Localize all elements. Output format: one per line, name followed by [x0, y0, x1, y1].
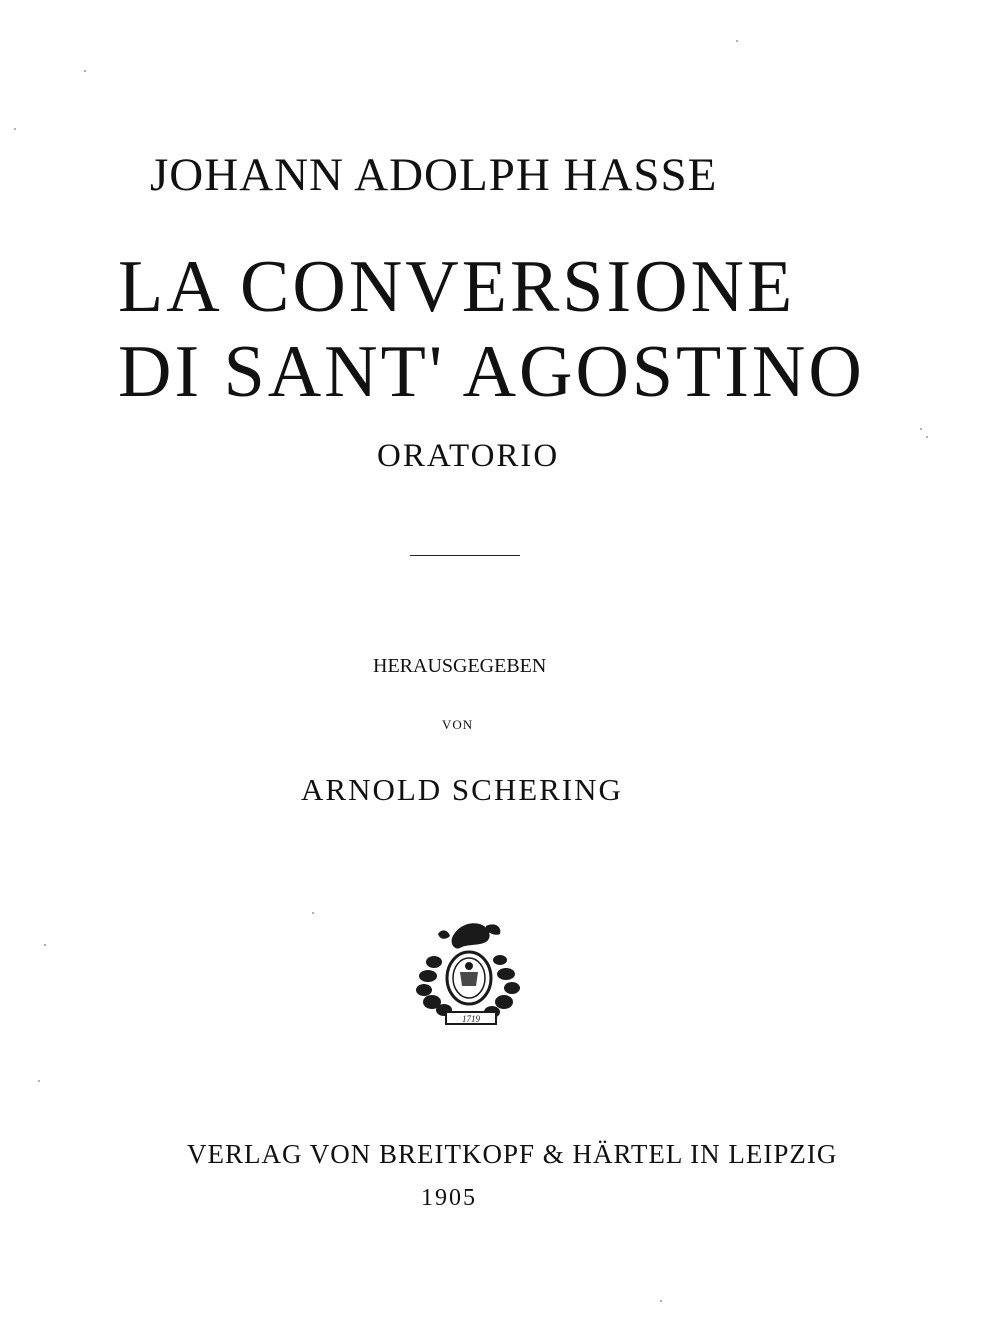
edited-by-label: HERAUSGEGEBEN — [373, 655, 547, 677]
work-title-line-1: LA CONVERSIONE — [118, 246, 796, 328]
publisher-emblem-icon — [414, 916, 524, 1028]
paper-speck — [736, 40, 738, 42]
paper-speck — [312, 912, 314, 914]
publication-year: 1905 — [421, 1185, 477, 1211]
emblem-inscription: 1719 — [462, 1014, 480, 1024]
paper-speck — [920, 428, 922, 430]
genre-label: ORATORIO — [377, 438, 560, 474]
paper-speck — [926, 436, 928, 438]
paper-speck — [84, 70, 86, 72]
paper-speck — [660, 1300, 662, 1302]
paper-speck — [38, 1080, 40, 1082]
publisher-line: VERLAG VON BREITKOPF & HÄRTEL IN LEIPZIG — [187, 1139, 838, 1169]
von-label: VON — [442, 717, 474, 732]
divider-rule — [410, 555, 520, 556]
composer-name: JOHANN ADOLPH HASSE — [150, 149, 718, 201]
paper-speck — [44, 944, 46, 946]
work-title-line-2: DI SANT' AGOSTINO — [118, 331, 865, 413]
editor-name: ARNOLD SCHERING — [301, 772, 623, 807]
paper-speck — [14, 128, 16, 130]
